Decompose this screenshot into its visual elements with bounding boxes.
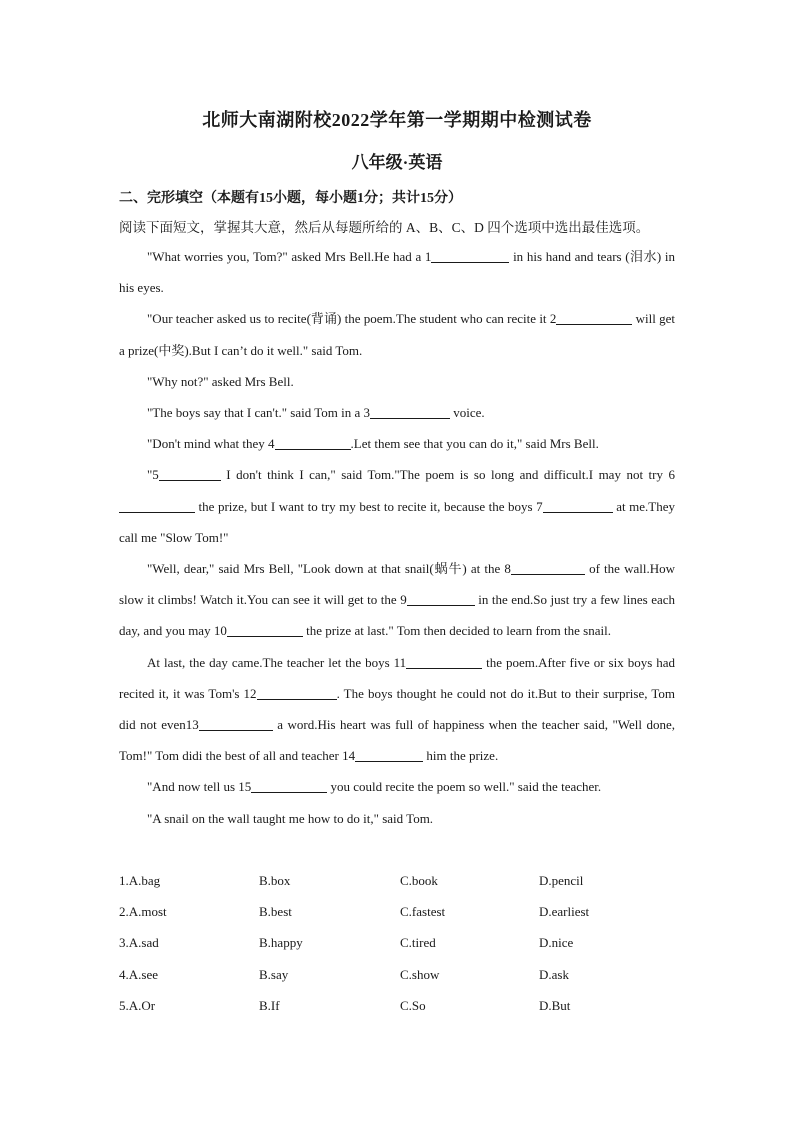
- passage-text: the prize, but I want to try my best to recite it, because the boys 7: [195, 498, 543, 514]
- passage-paragraph: [119, 647, 675, 772]
- passage-text: in his hand and tears (泪水) in his eyes.: [119, 249, 675, 296]
- passage-paragraph: [119, 397, 675, 428]
- answer-blank: [251, 778, 327, 793]
- passage-text: will get a prize(中奖).But I can’t do it well." said Tom.: [119, 311, 675, 358]
- answer-blank: [355, 747, 423, 762]
- section-heading: 二、完形填空（本题有15小题，每小题1分；共计15分）: [119, 191, 462, 206]
- passage-text: "The boys say that I can't." said Tom in a 3: [147, 405, 371, 421]
- option-d: D.But: [539, 997, 571, 1013]
- passage-paragraph: [119, 771, 675, 802]
- option-a: 1.A.bag: [119, 873, 161, 888]
- section-instructions: 阅读下面短文，掌握其大意，然后从每题所给的 A、B、C、D 四个选项中选出最佳选项。: [119, 220, 650, 235]
- answer-blank: [406, 654, 482, 669]
- passage-text: "A snail on the wall taught me how to do it," said Tom.: [147, 810, 434, 826]
- passage-text: "Don't mind what they 4: [147, 436, 275, 452]
- passage-text: . The boys thought he could not do it.But to their surprise, Tom did not even13: [119, 685, 675, 733]
- passage-text: in the end.So just try a few lines each day, and you may 10: [119, 592, 676, 639]
- passage-text: him the prize.: [423, 748, 499, 764]
- answer-blank: [257, 685, 337, 700]
- option-d: D.earliest: [539, 904, 590, 920]
- answer-blank: [511, 560, 585, 575]
- option-a: 2.A.most: [119, 904, 167, 920]
- option-a: 4.A.see: [119, 966, 158, 982]
- exam-title: 北师大南湖附校2022学年第一学期期中检测试卷: [202, 110, 592, 130]
- option-b: B.If: [259, 997, 280, 1013]
- passage-text: a word.His heart was full of happiness when the teacher said, "Well done, Tom!" Tom didi the best of all and teacher 14: [119, 717, 676, 764]
- answer-blank: [275, 435, 351, 450]
- answer-blank: [199, 716, 273, 731]
- passage-text: "5: [147, 467, 159, 483]
- option-b: B.best: [259, 904, 292, 920]
- answer-blank: [227, 622, 303, 637]
- passage-paragraph: [119, 459, 675, 553]
- option-c: C.fastest: [400, 904, 446, 920]
- answer-blank: [543, 498, 613, 513]
- option-b: B.happy: [259, 935, 303, 951]
- option-d: D.ask: [539, 966, 569, 982]
- cloze-passage: [119, 241, 675, 834]
- passage-text: the prize at last." Tom then decided to learn from the snail.: [302, 623, 611, 639]
- passage-paragraph: [119, 428, 675, 459]
- passage-text: "Our teacher asked us to recite(背诵) the poem.The student who can recite it 2: [147, 311, 557, 327]
- passage-text: you could recite the poem so well." said the teacher.: [327, 779, 602, 795]
- passage-text: "Well, dear," said Mrs Bell, "Look down at that snail(蜗牛) at the 8: [147, 561, 511, 577]
- passage-text: the poem.After five or six boys had recited it, it was Tom's 12: [119, 654, 676, 701]
- passage-paragraph: [119, 241, 675, 303]
- passage-text: "And now tell us 15: [147, 779, 252, 795]
- option-row: [119, 929, 679, 960]
- passage-paragraph: [119, 303, 675, 365]
- answer-blank: [431, 248, 509, 263]
- passage-text: at me.They call me "Slow Tom!": [119, 498, 675, 545]
- option-row: [119, 898, 679, 929]
- answer-blank: [556, 310, 632, 325]
- answer-options: [119, 867, 679, 1023]
- option-c: C.tired: [400, 935, 436, 951]
- option-row: [119, 961, 679, 992]
- passage-paragraph: [119, 803, 675, 834]
- passage-paragraph: [119, 553, 675, 647]
- passage-text: "What worries you, Tom?" asked Mrs Bell.He had a 1: [147, 249, 432, 264]
- option-a: 5.A.Or: [119, 997, 156, 1013]
- passage-text: of the wall.How slow it climbs! Watch it.You can see it will get to the 9: [119, 561, 675, 608]
- option-c: C.So: [400, 997, 426, 1013]
- option-b: B.say: [259, 966, 289, 982]
- option-a: 3.A.sad: [119, 935, 159, 951]
- passage-text: voice.: [450, 405, 485, 421]
- option-c: C.show: [400, 966, 440, 982]
- answer-blank: [119, 498, 195, 513]
- answer-blank: [370, 404, 450, 419]
- passage-text: I don't think I can," said Tom."The poem is so long and difficult.I may not try 6: [220, 467, 675, 483]
- option-row: [119, 867, 679, 898]
- answer-blank: [407, 591, 475, 606]
- passage-text: At last, the day came.The teacher let the boys 11: [147, 654, 407, 670]
- option-c: C.book: [400, 873, 438, 888]
- answer-blank: [159, 466, 221, 481]
- option-row: [119, 992, 679, 1023]
- option-b: B.box: [259, 873, 291, 888]
- passage-text: .Let them see that you can do it," said Mrs Bell.: [350, 436, 599, 452]
- option-d: D.nice: [539, 935, 574, 951]
- exam-subtitle: 八年级·英语: [351, 153, 443, 172]
- option-d: D.pencil: [539, 873, 584, 888]
- passage-text: "Why not?" asked Mrs Bell.: [147, 373, 294, 389]
- passage-paragraph: [119, 366, 675, 397]
